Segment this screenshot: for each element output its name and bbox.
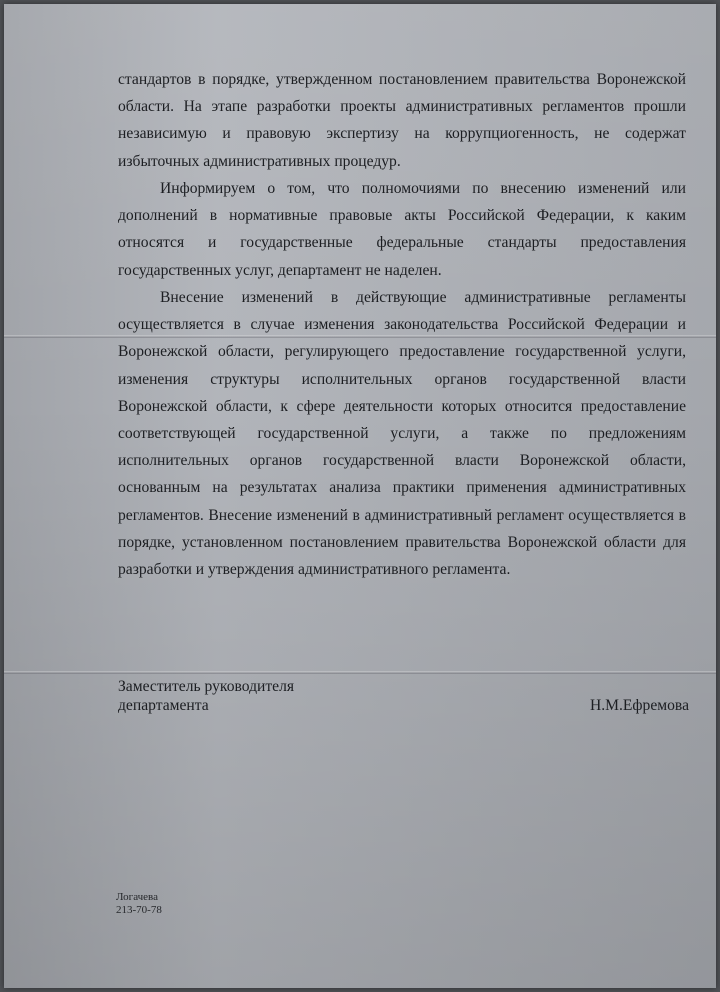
signatory-position-line2: департамента — [118, 697, 209, 714]
letter-body-paragraph — [118, 175, 686, 284]
letter-body-paragraph — [118, 284, 686, 583]
signatory-name: Н.М.Ефремова — [589, 697, 689, 714]
executor-block — [116, 891, 162, 917]
paragraph-authority-notice: Информируем о том, что полномочиями по внесению изменений или дополнений в нормативные правовые акты Российской Федерации, к каким относятся и государственные федеральные стандарты предоставления государственных услуг, департамент не наделен. — [118, 180, 686, 279]
paragraph-amendments-procedure: Внесение изменений в действующие административные регламенты осуществляется в случае изменения законодательства Российской Федерации и Воронежской области, регулирующего предоставление государственной услуги, изменения структуры исполнительных органов государственной власти Воронежской области, к сфере деятельности которых относится предоставление соответствующей государственной услуги, а также по предложениям исполнительных органов государственной власти Воронежской области, основанным на результатах анализа практики применения административных регламентов. Внесение изменений в административный регламент осуществляется в порядке, установленном постановлением правительства Воронежской области для разработки и утверждения административного регламента. — [118, 289, 686, 579]
signatory-position — [118, 677, 294, 715]
paragraph-continuation: стандартов в порядке, утвержденном постановлением правительства Воронежской области. На этапе разработки проекты административных регламентов прошли независимую и правовую экспертизу на коррупциогенность, не содержат избыточных административных процедур. — [118, 71, 686, 170]
letter-body-paragraph — [118, 66, 686, 175]
signatory-position-line1: Заместитель руководителя — [118, 678, 295, 695]
executor-phone: 213-70-78 — [116, 904, 162, 916]
paper-fold-line — [4, 671, 716, 674]
executor-name: Логачева — [116, 891, 158, 903]
